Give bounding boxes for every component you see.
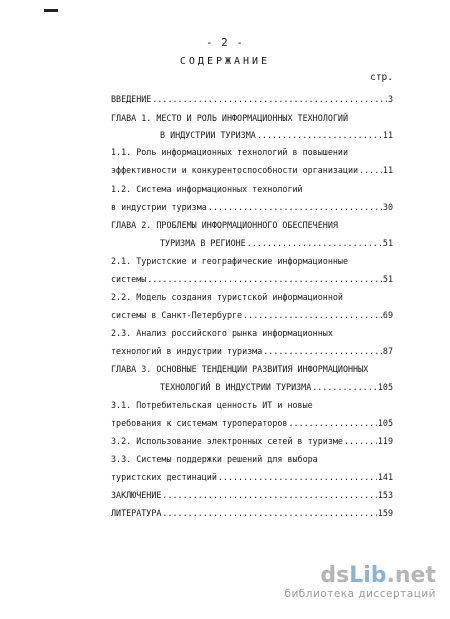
toc-entry bbox=[111, 400, 393, 411]
toc-entry-page: 119 bbox=[377, 436, 393, 446]
toc-entry-text: ГЛАВА 1. МЕСТО И РОЛЬ ИНФОРМАЦИОННЫХ ТЕХНОЛОГИЙ bbox=[111, 113, 348, 123]
toc-entry bbox=[111, 220, 393, 231]
toc-entry bbox=[111, 292, 393, 303]
toc-entry-page: 159 bbox=[377, 508, 393, 518]
toc-entry-text: 3.2. Использование электронных сетей в туризме bbox=[111, 436, 343, 446]
toc-entry-text: ГЛАВА 2. ПРОБЛЕМЫ ИНФОРМАЦИОННОГО ОБЕСПЕЧЕНИЯ bbox=[111, 220, 338, 230]
watermark-tagline: библиотека диссертаций bbox=[284, 588, 436, 600]
toc-entry-page: 153 bbox=[377, 490, 393, 500]
toc-dot-leader bbox=[162, 490, 376, 501]
toc-entry bbox=[160, 238, 393, 249]
toc-dot-leader bbox=[243, 310, 382, 321]
toc-entry-page: 105 bbox=[377, 382, 393, 392]
toc-entry-text: ГЛАВА 3. ОСНОВНЫЕ ТЕНДЕНЦИИ РАЗВИТИЯ ИНФОРМАЦИОННЫХ bbox=[111, 364, 369, 374]
toc-entry bbox=[111, 418, 393, 429]
toc-entry-text: ЗАКЛЮЧЕНИЕ bbox=[111, 490, 162, 500]
toc-dot-leader bbox=[218, 472, 377, 483]
corner-mark bbox=[44, 9, 58, 12]
page-number: - 2 - bbox=[205, 36, 245, 49]
toc-dot-leader bbox=[344, 436, 377, 447]
toc-dot-leader bbox=[147, 274, 382, 285]
toc-entry-page: 69 bbox=[382, 310, 393, 320]
watermark-logo bbox=[284, 564, 436, 601]
toc-entry bbox=[160, 382, 393, 393]
toc-entry bbox=[111, 147, 393, 158]
toc-entry bbox=[111, 184, 393, 195]
toc-entry bbox=[111, 202, 393, 213]
toc-entry-text: системы в Санкт-Петербурге bbox=[111, 310, 243, 320]
toc-entry bbox=[111, 436, 393, 447]
toc-dot-leader bbox=[152, 94, 387, 105]
toc-entry bbox=[111, 256, 393, 267]
toc-entry-text: требования к системам туроператоров bbox=[111, 418, 288, 428]
toc-entry-text: ТЕХНОЛОГИЙ В ИНДУСТРИИ ТУРИЗМА bbox=[160, 382, 312, 392]
toc-entry bbox=[111, 113, 393, 124]
toc-entry-text: эффективности и конкурентоспособности организации bbox=[111, 165, 359, 175]
toc-entry bbox=[111, 508, 393, 519]
toc-title: СОДЕРЖАНИЕ bbox=[179, 56, 271, 67]
watermark-brand: dsLib.net bbox=[320, 563, 436, 588]
toc-entry bbox=[111, 472, 393, 483]
toc-entry-text: 2.3. Анализ российского рынка информационных bbox=[111, 328, 333, 338]
toc-entry bbox=[111, 364, 393, 375]
toc-entry-text: ЛИТЕРАТУРА bbox=[111, 508, 162, 518]
toc-entry-text: 3.3. Системы поддержки решений для выбора bbox=[111, 454, 318, 464]
toc-dot-leader bbox=[162, 508, 376, 519]
toc-entry-text: В ИНДУСТРИИ ТУРИЗМА bbox=[160, 130, 256, 140]
toc-entry-text: ВВЕДЕНИЕ bbox=[111, 94, 152, 104]
toc-entry bbox=[111, 454, 393, 465]
toc-dot-leader bbox=[263, 346, 382, 357]
toc-entry-text: 1.1. Роль информационных технологий в повышении bbox=[111, 147, 348, 157]
toc-entry-page: 51 bbox=[382, 238, 393, 248]
toc-entry-page: 11 bbox=[382, 130, 393, 140]
toc-entry-text: системы bbox=[111, 274, 147, 284]
toc-entry-text: 1.2. Система информационных технологий bbox=[111, 184, 303, 194]
toc-entry bbox=[111, 346, 393, 357]
toc-entry-text: 2.1. Туристские и географические информационные bbox=[111, 256, 348, 266]
toc-entry-text: ТУРИЗМА В РЕГИОНЕ bbox=[160, 238, 246, 248]
toc-entry-text: туристских дестинаций bbox=[111, 472, 217, 482]
toc-entry bbox=[111, 490, 393, 501]
toc-entry-text: в индустрии туризма bbox=[111, 202, 207, 212]
toc-entry bbox=[111, 94, 393, 105]
toc-dot-leader bbox=[312, 382, 377, 393]
toc-entry-page: 11 bbox=[382, 165, 393, 175]
toc-entry-text: 2.2. Модель создания туристской информационной bbox=[111, 292, 343, 302]
toc-dot-leader bbox=[247, 238, 382, 249]
page-column-label: стр. bbox=[370, 72, 393, 83]
toc-dot-leader bbox=[208, 202, 382, 213]
toc-entry-page: 87 bbox=[382, 346, 393, 356]
toc-entry-text: технологий в индустрии туризма bbox=[111, 346, 263, 356]
toc-entry-page: 141 bbox=[377, 472, 393, 482]
toc-entry-page: 30 bbox=[382, 202, 393, 212]
toc-entry-page: 105 bbox=[377, 418, 393, 428]
toc-entry bbox=[111, 165, 393, 176]
toc-entry-page: 3 bbox=[387, 94, 393, 104]
toc-dot-leader bbox=[359, 165, 382, 176]
toc-entry bbox=[160, 130, 393, 141]
toc-entry-text: 3.1. Потребительская ценность ИТ и новые bbox=[111, 400, 313, 410]
toc-dot-leader bbox=[288, 418, 376, 429]
toc-entry bbox=[111, 310, 393, 321]
toc-dot-leader bbox=[257, 130, 382, 141]
toc-entry bbox=[111, 274, 393, 285]
toc-entry-page: 51 bbox=[382, 274, 393, 284]
toc-entry bbox=[111, 328, 393, 339]
